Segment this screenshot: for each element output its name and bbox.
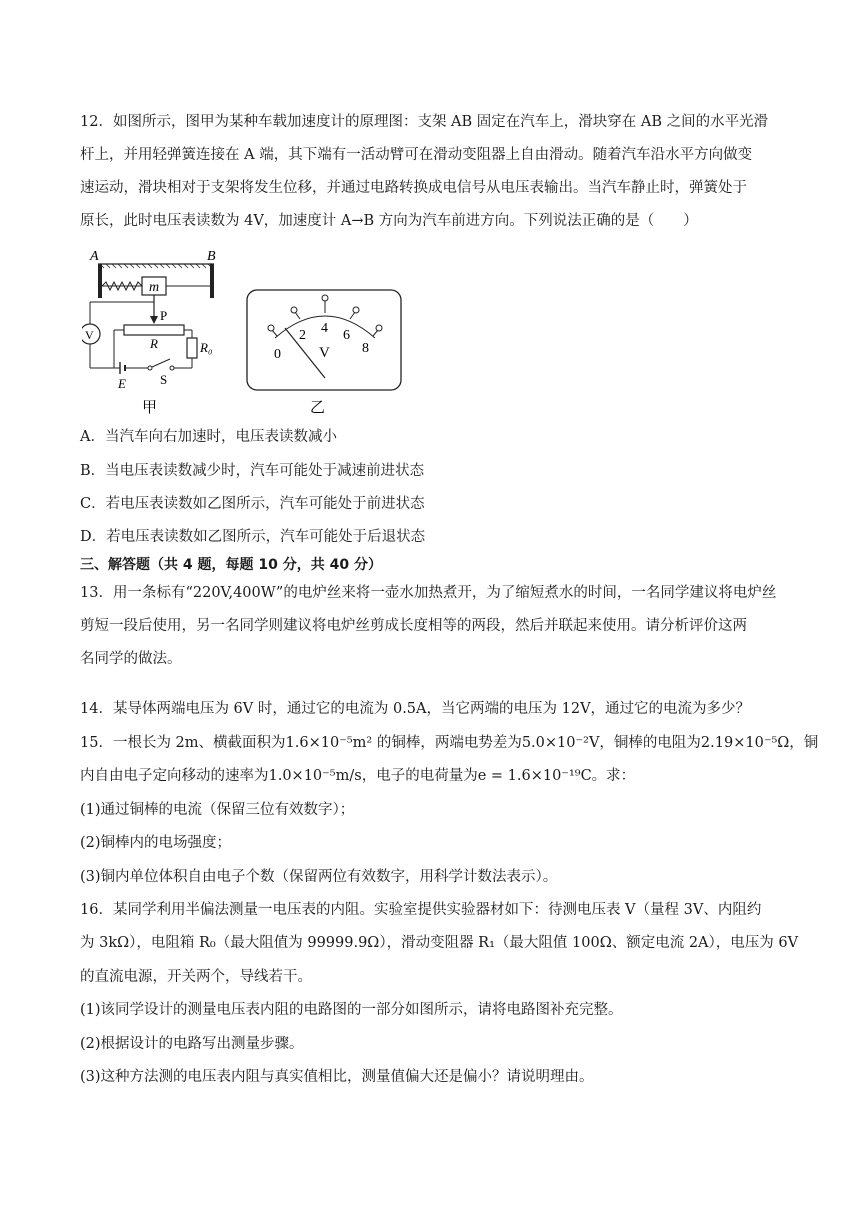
label-r0: R₀ (200, 340, 213, 355)
q15-line-5: (3)铜内单位体积自由电子个数（保留两位有效数字，用科学计数法表示）。 (80, 869, 558, 885)
label-e: E (118, 376, 126, 391)
question-14: 14．某导体两端电压为 6V 时，通过它的电流为 0.5A，当它两端的电压为 12V，通过它的电流为多少？ (80, 701, 751, 717)
label-s: S (160, 372, 168, 387)
label-m: m (149, 280, 160, 295)
q12-line-2: 杆上，并用轻弹簧连接在 A 端，其下端有一活动臂可在滑动变阻器上自由滑动。随着汽车沿水平方向做变 (80, 147, 753, 163)
q13-line-2: 剪短一段后使用，另一名同学则建议将电炉丝剪成长度相等的两段，然后并联起来使用。请分析评价这两 (80, 618, 747, 634)
q13-line-3: 名同学的做法。 (80, 651, 182, 667)
caption-jia: 甲 (142, 400, 158, 416)
q16-line-4: (1)该同学设计的测量电压表内阻的电路图的一部分如图所示，请将电路图补充完整。 (80, 1002, 623, 1018)
section-heading: 三、解答题（共 4 题，每题 10 分，共 40 分） (80, 557, 382, 573)
label-b: B (207, 249, 216, 264)
option-b: B．当电压表读数减少时，汽车可能处于减速前进状态 (80, 463, 425, 479)
tick-6: 6 (343, 328, 350, 343)
caption-yi: 乙 (310, 400, 326, 416)
q13-line-1: 13．用一条标有“220V,400W”的电炉丝来将一壶水加热煮开，为了缩短煮水的时间，一名同学建议将电炉丝 (80, 585, 777, 601)
q15-line-3: (1)通过铜棒的电流（保留三位有效数字）； (80, 802, 355, 818)
q16-line-5: (2)根据设计的电路写出测量步骤。 (80, 1036, 304, 1052)
q15-line-4: (2)铜棒内的电场强度； (80, 835, 232, 851)
label-v: V (85, 328, 94, 342)
option-c: C．若电压表读数如乙图所示，汽车可能处于前进状态 (80, 496, 425, 512)
label-r: R (150, 336, 158, 351)
unit-v: V (319, 345, 330, 361)
q12-line-1: 12．如图所示，图甲为某种车载加速度计的原理图：支架 AB 固定在汽车上，滑块穿在 AB 之间的水平光滑 (80, 114, 769, 130)
q16-line-1: 16．某同学利用半偏法测量一电压表的内阻。实验室提供实验器材如下：待测电压表 V（量程 3V、内阻约 (80, 902, 762, 918)
tick-8: 8 (362, 341, 369, 356)
q16-line-6: (3)这种方法测的电压表内阻与真实值相比，测量值偏大还是偏小？请说明理由。 (80, 1069, 594, 1085)
tick-0: 0 (274, 347, 281, 362)
q12-line-3: 速运动，滑块相对于支架将发生位移，并通过电路转换成电信号从电压表输出。当汽车静止时，弹簧处于 (80, 180, 747, 196)
figure-jia-circuit (82, 246, 232, 418)
q16-line-3: 的直流电源，开关两个，导线若干。 (80, 969, 312, 985)
option-d: D．若电压表读数如乙图所示，汽车可能处于后退状态 (80, 529, 426, 545)
q12-line-4: 原长，此时电压表读数为 4V，加速度计 A→B 方向为汽车前进方向。下列说法正确的是（ ） (80, 213, 698, 229)
tick-4: 4 (321, 321, 328, 336)
tick-2: 2 (299, 328, 306, 343)
option-a: A．当汽车向右加速时，电压表读数减小 (80, 429, 337, 445)
figure-yi-voltmeter (245, 284, 405, 418)
label-p: P (160, 308, 168, 323)
q15-line-1: 15．一根长为 2m、横截面积为1.6×10⁻⁵m² 的铜棒，两端电势差为5.0×10⁻²V，铜棒的电阻为2.19×10⁻⁵Ω，铜 (80, 735, 819, 751)
label-a: A (90, 249, 99, 264)
q15-line-2: 内自由电子定向移动的速率为1.0×10⁻⁵m/s，电子的电荷量为e = 1.6×10⁻¹⁹C。求： (80, 768, 636, 784)
q16-line-2: 为 3kΩ），电阻箱 R₀（最大阻值为 99999.9Ω），滑动变阻器 R₁（最大阻值 100Ω、额定电流 2A），电压为 6V (80, 935, 799, 951)
